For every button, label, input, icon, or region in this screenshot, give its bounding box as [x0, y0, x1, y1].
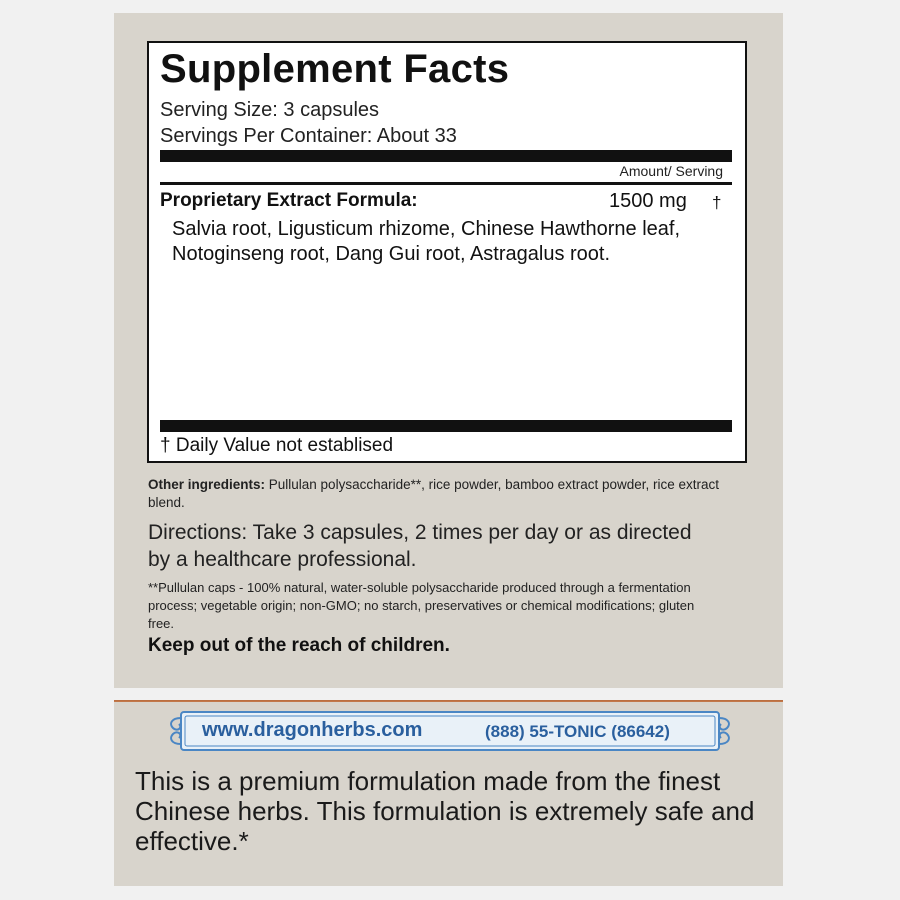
serving-size: Serving Size: 3 capsules: [160, 99, 380, 121]
facts-thick-divider: [160, 150, 732, 162]
amount-per-serving-header: Amount/ Serving: [619, 163, 723, 179]
daily-value-note: † Daily Value not establised: [160, 435, 394, 456]
formula-amount: 1500 mg: [609, 190, 687, 212]
facts-thin-divider: [160, 182, 732, 185]
supplement-facts-box: [147, 41, 747, 463]
formula-name: Proprietary Extract Formula:: [160, 190, 418, 211]
formula-dagger: †: [712, 193, 722, 212]
servings-per-container: Servings Per Container: About 33: [160, 125, 457, 147]
website-banner: [167, 710, 733, 752]
other-ingredients-label: Other ingredients:: [148, 477, 266, 492]
facts-title: Supplement Facts: [160, 47, 510, 91]
other-ingredients: [148, 476, 748, 512]
children-warning: Keep out of the reach of children.: [148, 635, 450, 656]
pullulan-note: **Pullulan caps - 100% natural, water-soluble polysaccharide produced through a fermentation process; vegetable origin; non-GMO; no starch, preservatives or chemical modifications; gluten free.: [148, 580, 695, 631]
other-ingredients-text: Pullulan polysaccharide**, rice powder, bamboo extract powder, rice extract blend.: [148, 477, 719, 510]
herb-list: Salvia root, Ligusticum rhizome, Chinese Hawthorne leaf, Notoginseng root, Dang Gui root, Astragalus root.: [172, 218, 681, 265]
premium-description: This is a premium formulation made from the finest Chinese herbs. This formulation is extremely safe and effective.*: [135, 766, 755, 856]
website-link[interactable]: www.dragonherbs.com: [202, 719, 423, 741]
directions: Directions: Take 3 capsules, 2 times per day or as directed by a healthcare professional.: [148, 521, 692, 571]
facts-bottom-divider: [160, 420, 732, 432]
phone-number: (888) 55-TONIC (86642): [485, 722, 670, 741]
